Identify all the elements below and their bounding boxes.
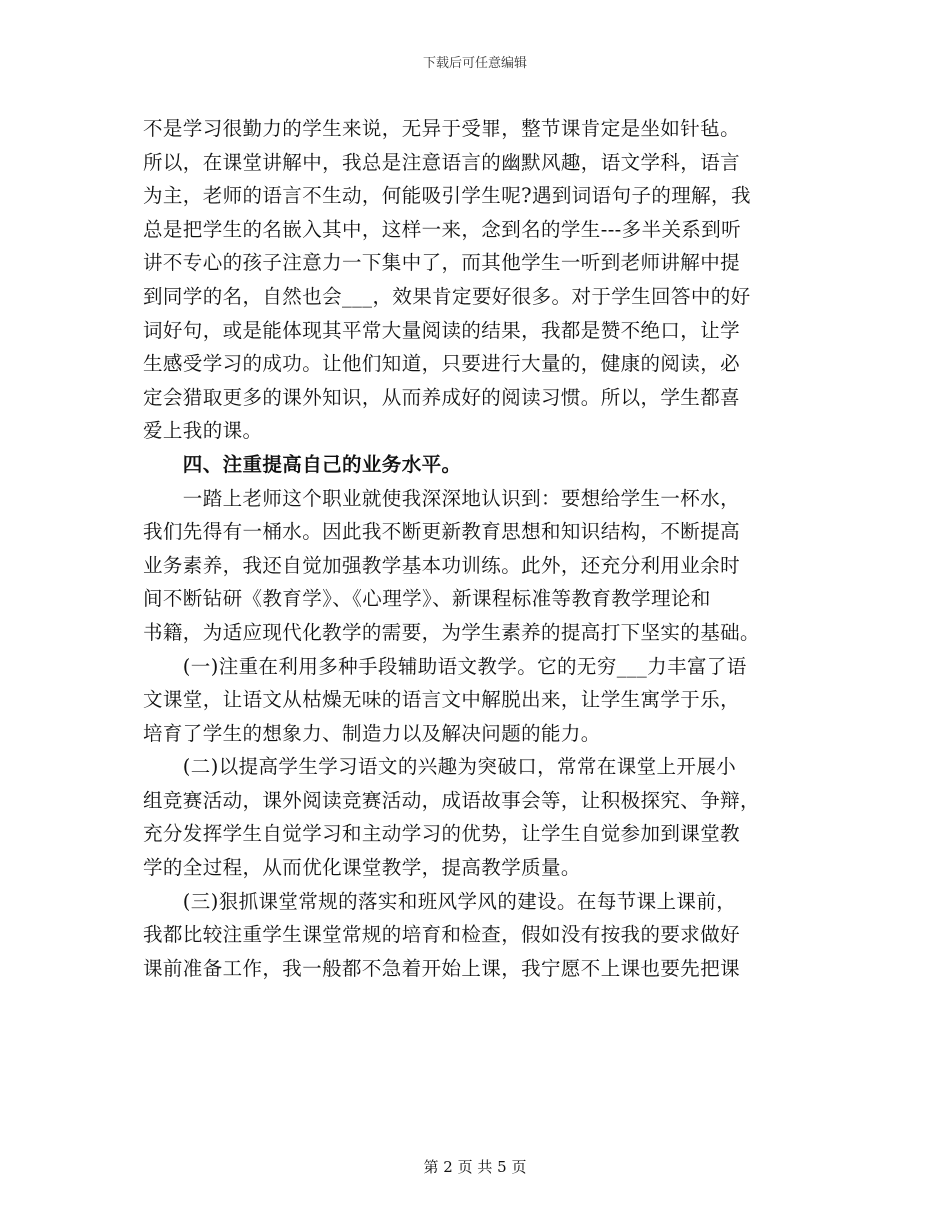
text-line: (二)以提高学生学习语文的兴趣为突破口，常常在课堂上开展小 bbox=[143, 755, 737, 779]
document-body bbox=[143, 112, 808, 985]
text-line: (一)注重在利用多种手段辅助语文教学。它的无穷___力丰富了语 bbox=[143, 654, 747, 678]
text-line: 生感受学习的成功。让他们知道，只要进行大量的，健康的阅读，必 bbox=[143, 352, 741, 376]
text-line: 讲不专心的孩子注意力一下集中了，而其他学生一听到老师讲解中提 bbox=[143, 251, 741, 275]
text-line: 为主，老师的语言不生动，何能吸引学生呢?遇到词语句子的理解，我 bbox=[143, 184, 751, 208]
page-header: 下载后可任意编辑 bbox=[422, 56, 527, 71]
text-line: 词好句，或是能体现其平常大量阅读的结果，我都是赞不绝口，让学 bbox=[143, 318, 741, 342]
text-line: 我都比较注重学生课堂常规的培育和检查，假如没有按我的要求做好 bbox=[143, 923, 741, 947]
text-line: 文课堂，让语文从枯燥无味的语言文中解脱出来，让学生寓学于乐， bbox=[143, 688, 741, 712]
page-number: 第 2 页 共 5 页 bbox=[423, 1158, 527, 1176]
text-line: 到同学的名，自然也会___，效果肯定要好很多。对于学生回答中的好 bbox=[143, 284, 751, 308]
text-line: 一踏上老师这个职业就使我深深地认识到：要想给学生一杯水， bbox=[143, 486, 741, 510]
text-line: (三)狠抓课堂常规的落实和班风学风的建设。在每节课上课前， bbox=[143, 889, 737, 913]
text-line: 充分发挥学生自觉学习和主动学习的优势，让学生自觉参加到课堂教 bbox=[143, 822, 741, 846]
text-line: 培育了学生的想象力、制造力以及解决问题的能力。 bbox=[143, 721, 601, 745]
text-line: 爱上我的课。 bbox=[143, 419, 263, 443]
text-line: 总是把学生的名嵌入其中，这样一来，念到名的学生---多半关系到听 bbox=[143, 217, 742, 241]
text-line: 学的全过程，从而优化课堂教学，提高教学质量。 bbox=[143, 856, 581, 880]
text-line: 课前准备工作，我一般都不急着开始上课，我宁愿不上课也要先把课 bbox=[143, 956, 741, 980]
text-line: 书籍，为适应现代化教学的需要，为学生素养的提高打下坚实的基础。 bbox=[143, 620, 760, 644]
text-line: 我们先得有一桶水。因此我不断更新教育思想和知识结构，不断提高 bbox=[143, 520, 741, 544]
section-heading: 四、注重提高自己的业务水平。 bbox=[143, 452, 462, 476]
text-line: 间不断钻研《教育学》、《心理学》、新课程标准等教育教学理论和 bbox=[143, 587, 711, 611]
text-line: 组竞赛活动，课外阅读竞赛活动，成语故事会等，让积极探究、争辩， bbox=[143, 788, 760, 812]
text-line: 所以，在课堂讲解中，我总是注意语言的幽默风趣，语文学科，语言 bbox=[143, 150, 741, 174]
text-line: 不是学习很勤力的学生来说，无异于受罪，整节课肯定是坐如针毡。 bbox=[143, 117, 741, 140]
text-line: 业务素养，我还自觉加强教学基本功训练。此外，还充分利用业余时 bbox=[143, 553, 741, 577]
text-line: 定会猎取更多的课外知识，从而养成好的阅读习惯。所以，学生都喜 bbox=[143, 385, 741, 409]
